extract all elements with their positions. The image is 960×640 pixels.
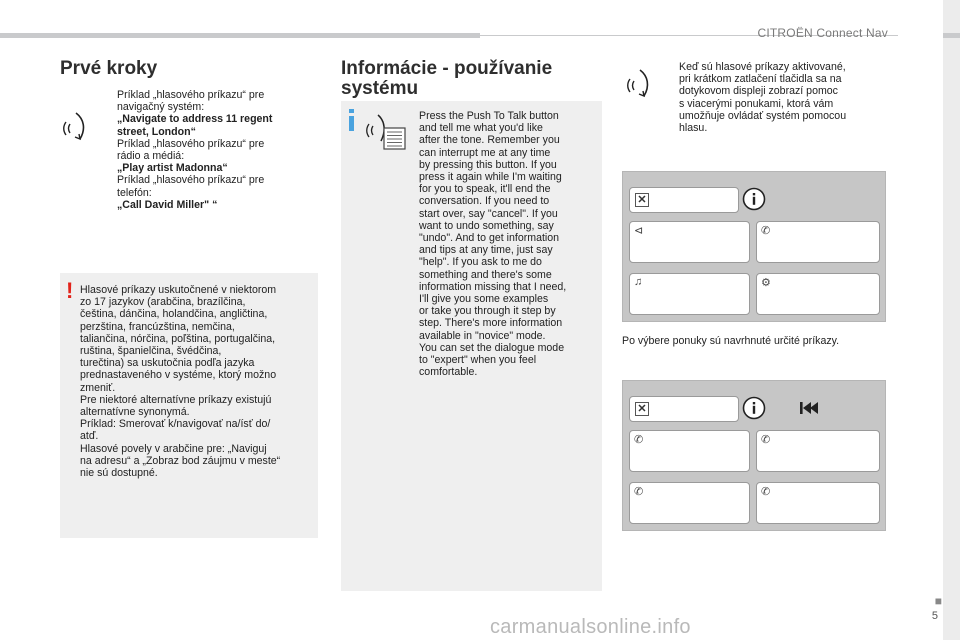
- text-line: and tell me what you'd like: [419, 122, 543, 135]
- screen-phone-button[interactable]: [756, 221, 880, 263]
- text-line: "help". If you ask to me do: [419, 256, 542, 269]
- warning-text: [80, 284, 316, 479]
- text-line: can interrupt me at any time: [419, 146, 551, 159]
- text-line: „Call David Miller" “: [117, 198, 218, 211]
- text-line: available in "novice" mode.: [419, 329, 546, 342]
- text-line: comfortable.: [419, 366, 478, 379]
- phone-icon: ✆: [634, 486, 644, 498]
- close-icon: ✕: [635, 402, 649, 416]
- screen-command-button[interactable]: [756, 482, 880, 524]
- header-title: CITROËN Connect Nav: [757, 26, 888, 40]
- text-line: ruština, španielčina, švédčina,: [80, 345, 222, 358]
- text-line: after the tone. Remember you: [419, 134, 560, 147]
- text-line: for you to speak, it'll end the: [419, 183, 551, 196]
- text-line: Príklad „hlasového príkazu“ pre: [117, 89, 265, 101]
- text-line: perzština, francúzština, nemčina,: [80, 320, 235, 333]
- text-line: by pressing this button. If you: [419, 158, 557, 171]
- settings-icon: ⚙: [761, 277, 771, 289]
- text-line: step. There's more information: [419, 317, 563, 330]
- screen-caption: Po výbere ponuky sú navrhnuté určité príkazy.: [622, 335, 840, 347]
- phone-icon: ✆: [634, 434, 644, 446]
- screen-close-button[interactable]: [629, 187, 739, 213]
- section-heading-first-steps: Prvé kroky: [60, 58, 158, 79]
- music-icon: ♫: [634, 276, 643, 288]
- text-line: navigačný systém:: [117, 101, 205, 114]
- text-line: dotykovom displeji zobrazí pomoc: [679, 85, 838, 98]
- screen-command-button[interactable]: [629, 482, 750, 524]
- text-line: "undo". And to get information: [419, 232, 560, 245]
- text-line: press it again while I'm waiting: [419, 171, 562, 184]
- text-line: turečtina) sa uskutočnia podľa jazyka: [80, 357, 255, 370]
- screen-close-button[interactable]: [629, 396, 739, 422]
- page-edge-strip: [943, 0, 960, 640]
- screen-command-button[interactable]: [629, 430, 750, 472]
- text-line: hlasu.: [679, 122, 708, 135]
- text-line: zo 17 jazykov (arabčina, brazílčina,: [80, 296, 246, 309]
- page-edge-strip-band: [943, 33, 960, 38]
- text-line: Pre niektoré alternatívne príkazy existujú: [80, 393, 272, 406]
- text-line: conversation. If you need to: [419, 195, 550, 208]
- close-icon: ✕: [635, 193, 649, 207]
- voice-command-icon: [626, 66, 660, 100]
- text-line: rádio a médiá:: [117, 150, 185, 163]
- text-line: to "expert" when you feel: [419, 354, 537, 367]
- first-steps-examples: [117, 89, 317, 211]
- text-line: „Navigate to address 11 regent: [117, 113, 273, 126]
- warning-icon: !: [66, 278, 74, 303]
- screen-command-button[interactable]: [756, 430, 880, 472]
- text-line: street, London“: [117, 125, 196, 138]
- text-line: Hlasové príkazy uskutočnené v niektorom: [80, 284, 277, 296]
- section-heading-info-line1: Informácie - používanie: [341, 58, 553, 79]
- text-line: telefón:: [117, 186, 152, 199]
- voice-command-icon: [62, 109, 96, 143]
- info-text: [419, 110, 599, 378]
- text-line: something and there's some: [419, 268, 552, 281]
- screen-settings-button[interactable]: [756, 273, 880, 315]
- text-line: „Play artist Madonna“: [117, 162, 228, 175]
- text-line: want to undo something, say: [419, 219, 554, 232]
- text-line: Hlasové povely v arabčine pre: „Naviguj: [80, 442, 267, 455]
- text-line: Príklad „hlasového príkazu“ pre: [117, 174, 265, 187]
- phone-icon: ✆: [761, 486, 771, 498]
- text-line: and tips at any time, just say: [419, 244, 553, 257]
- text-line: pri krátkom zatlačení tlačidla sa na: [679, 73, 842, 86]
- navigation-icon: ⊲: [634, 225, 644, 237]
- text-line: Príklad: Smerovať k/navigovať na/ísť do/: [80, 418, 271, 431]
- voice-help-screen-submenu: [622, 380, 886, 531]
- phone-icon: ✆: [761, 434, 771, 446]
- text-line: čeština, dánčina, holandčina, angličtina,: [80, 308, 268, 321]
- text-line: umožňuje ovládať systém pomocou: [679, 109, 847, 122]
- text-line: You can set the dialogue mode: [419, 341, 565, 354]
- text-line: start over, say "cancel". If you: [419, 207, 558, 220]
- text-line: Press the Push To Talk button: [419, 110, 559, 122]
- text-line: or take you through it step by: [419, 305, 556, 318]
- info-icon: [742, 187, 766, 211]
- text-line: alternatívne synonymá.: [80, 406, 190, 419]
- info-icon: [349, 109, 354, 131]
- screen-navigation-button[interactable]: [629, 221, 750, 263]
- text-line: Keď sú hlasové príkazy aktivované,: [679, 61, 846, 73]
- text-line: I'll give you some examples: [419, 293, 549, 306]
- page-number: 5: [931, 610, 938, 622]
- text-line: Príklad „hlasového príkazu“ pre: [117, 137, 265, 150]
- phone-icon: ✆: [761, 225, 771, 237]
- text-line: atď.: [80, 430, 99, 443]
- page-marker: ■: [934, 594, 942, 608]
- text-line: taliančina, nórčina, poľština, portugalčina,: [80, 332, 276, 345]
- text-line: na adresu“ a „Zobraz bod záujmu v meste“: [80, 454, 281, 467]
- back-icon[interactable]: [799, 401, 821, 415]
- watermark: carmanualsonline.info: [490, 616, 691, 638]
- voice-command-screen-icon: [366, 111, 408, 153]
- text-line: information missing that I need,: [419, 280, 567, 293]
- section-heading-info-line2: systému: [341, 78, 419, 99]
- info-icon: [742, 396, 766, 420]
- text-line: s viacerými ponukami, ktorá vám: [679, 97, 834, 110]
- voice-help-screen-main: [622, 171, 886, 322]
- screen-music-button[interactable]: [629, 273, 750, 315]
- voice-help-text: [679, 61, 891, 134]
- text-line: nie sú dostupné.: [80, 467, 158, 480]
- header-rule: [0, 33, 480, 38]
- text-line: zmeniť.: [80, 381, 116, 394]
- text-line: prednastaveného v systéme, ktorý možno: [80, 369, 277, 382]
